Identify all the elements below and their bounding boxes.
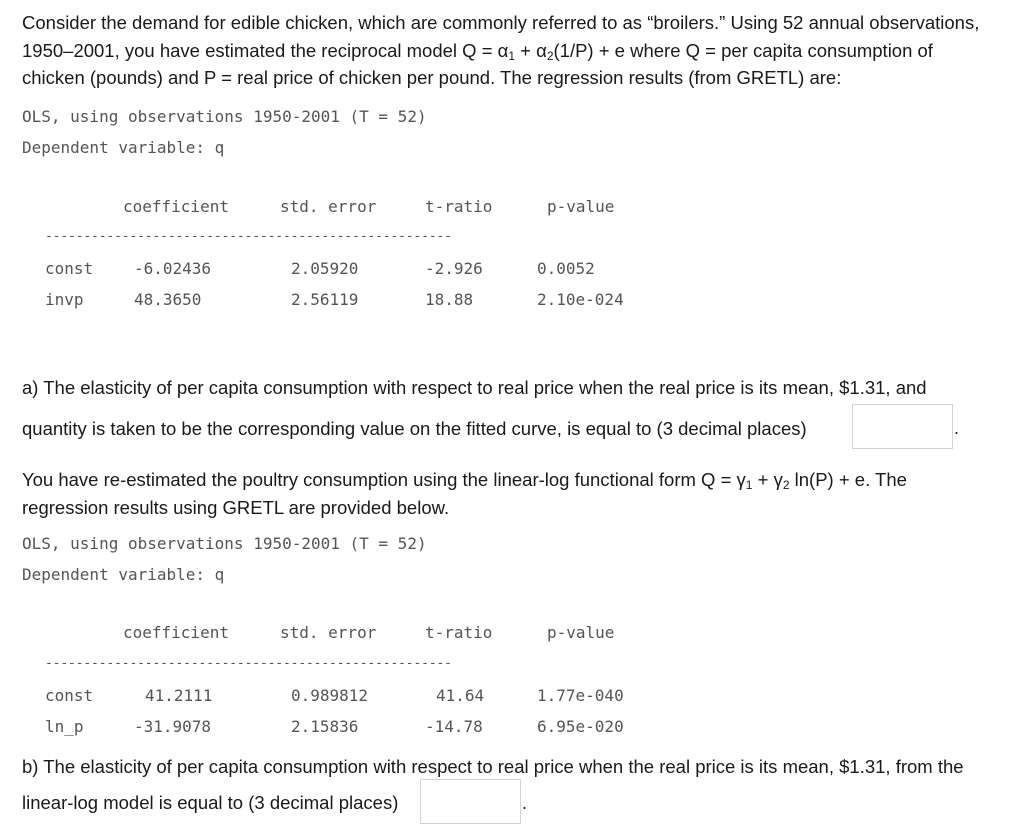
model1-ols-line: OLS, using observations 1950-2001 (T = 52) [22,107,427,126]
intro-line-1: Consider the demand for edible chicken, which are commonly referred to as “broilers.” Using 52 annual observations, [22,12,980,33]
model2-row-const-p: 1.77e-040 [537,686,624,705]
answer-a-input[interactable] [852,404,953,449]
model2-row-const-coef: 41.2111 [145,686,213,705]
answer-b-period: . [522,793,528,813]
model2-header-t-ratio: t-ratio [425,623,493,642]
intro-line-3: chicken (pounds) and P = real price of chicken per pound. The regression results (from GRETL) are: [22,67,842,88]
model2-row-const-t: 41.64 [436,686,485,705]
model1-row-invp-name: invp [45,290,84,309]
model1-row-invp-p: 2.10e-024 [537,290,624,309]
answer-b-input[interactable] [420,779,521,824]
model1-row-const-se: 2.05920 [291,259,359,278]
model2-header-p-value: p-value [547,623,615,642]
model1-separator: ----------------------------------------------------- [45,229,452,244]
model2-row-lnp-coef: -31.9078 [134,717,212,736]
intro-paragraph [22,9,979,92]
question-b-line-2: linear-log model is equal to (3 decimal places) [22,792,399,813]
model1-header-std-error: std. error [280,197,377,216]
question-b-line-1: b) The elasticity of per capita consumption with respect to real price when the real price is its mean, $1.31, from the [22,756,964,777]
model1-row-const-t: -2.926 [425,259,483,278]
model2-row-lnp-p: 6.95e-020 [537,717,624,736]
model1-row-const-name: const [45,259,94,278]
intro2-line-1: You have re-estimated the poultry consumption using the linear-log functional form $Q = \gamma_1 + \gamma_2$ ln(P) + e. The [22,469,907,492]
model2-dependent-line: Dependent variable: q [22,565,225,584]
model2-row-lnp-se: 2.15836 [291,717,359,736]
model2-header-std-error: std. error [280,623,377,642]
answer-a-period: . [954,418,960,438]
model1-header-t-ratio: t-ratio [425,197,493,216]
intro2-line-2: regression results using GRETL are provided below. [22,496,450,518]
model2-header-coefficient: coefficient [123,623,229,642]
model1-row-invp-se: 2.56119 [291,290,359,309]
model1-row-invp-t: 18.88 [425,290,474,309]
model1-dependent-line: Dependent variable: q [22,138,225,157]
model2-separator: ----------------------------------------------------- [45,656,452,671]
question-a-line-2: quantity is taken to be the corresponding value on the fitted curve, is equal to (3 decimal places) [22,418,807,439]
model2-row-const-se: 0.989812 [291,686,369,705]
model2-ols-line: OLS, using observations 1950-2001 (T = 52) [22,534,427,553]
model2-row-lnp-name: ln_p [45,717,84,736]
model1-row-const-p: 0.0052 [537,259,595,278]
model2-row-const-name: const [45,686,94,705]
model1-header-coefficient: coefficient [123,197,229,216]
model1-row-const-coef: -6.02436 [134,259,212,278]
model1-row-invp-coef: 48.3650 [134,290,202,309]
model1-header-p-value: p-value [547,197,615,216]
intro-line-2: 1950–2001, you have estimated the reciprocal model $Q = \alpha_1 + \alpha_2(1/P) + e$ where Q = per capita consumption of [22,39,933,63]
intro2-paragraph [22,466,907,521]
model2-row-lnp-t: -14.78 [425,717,483,736]
question-a-line-1: a) The elasticity of per capita consumption with respect to real price when the real price is its mean, $1.31, and [22,377,927,398]
